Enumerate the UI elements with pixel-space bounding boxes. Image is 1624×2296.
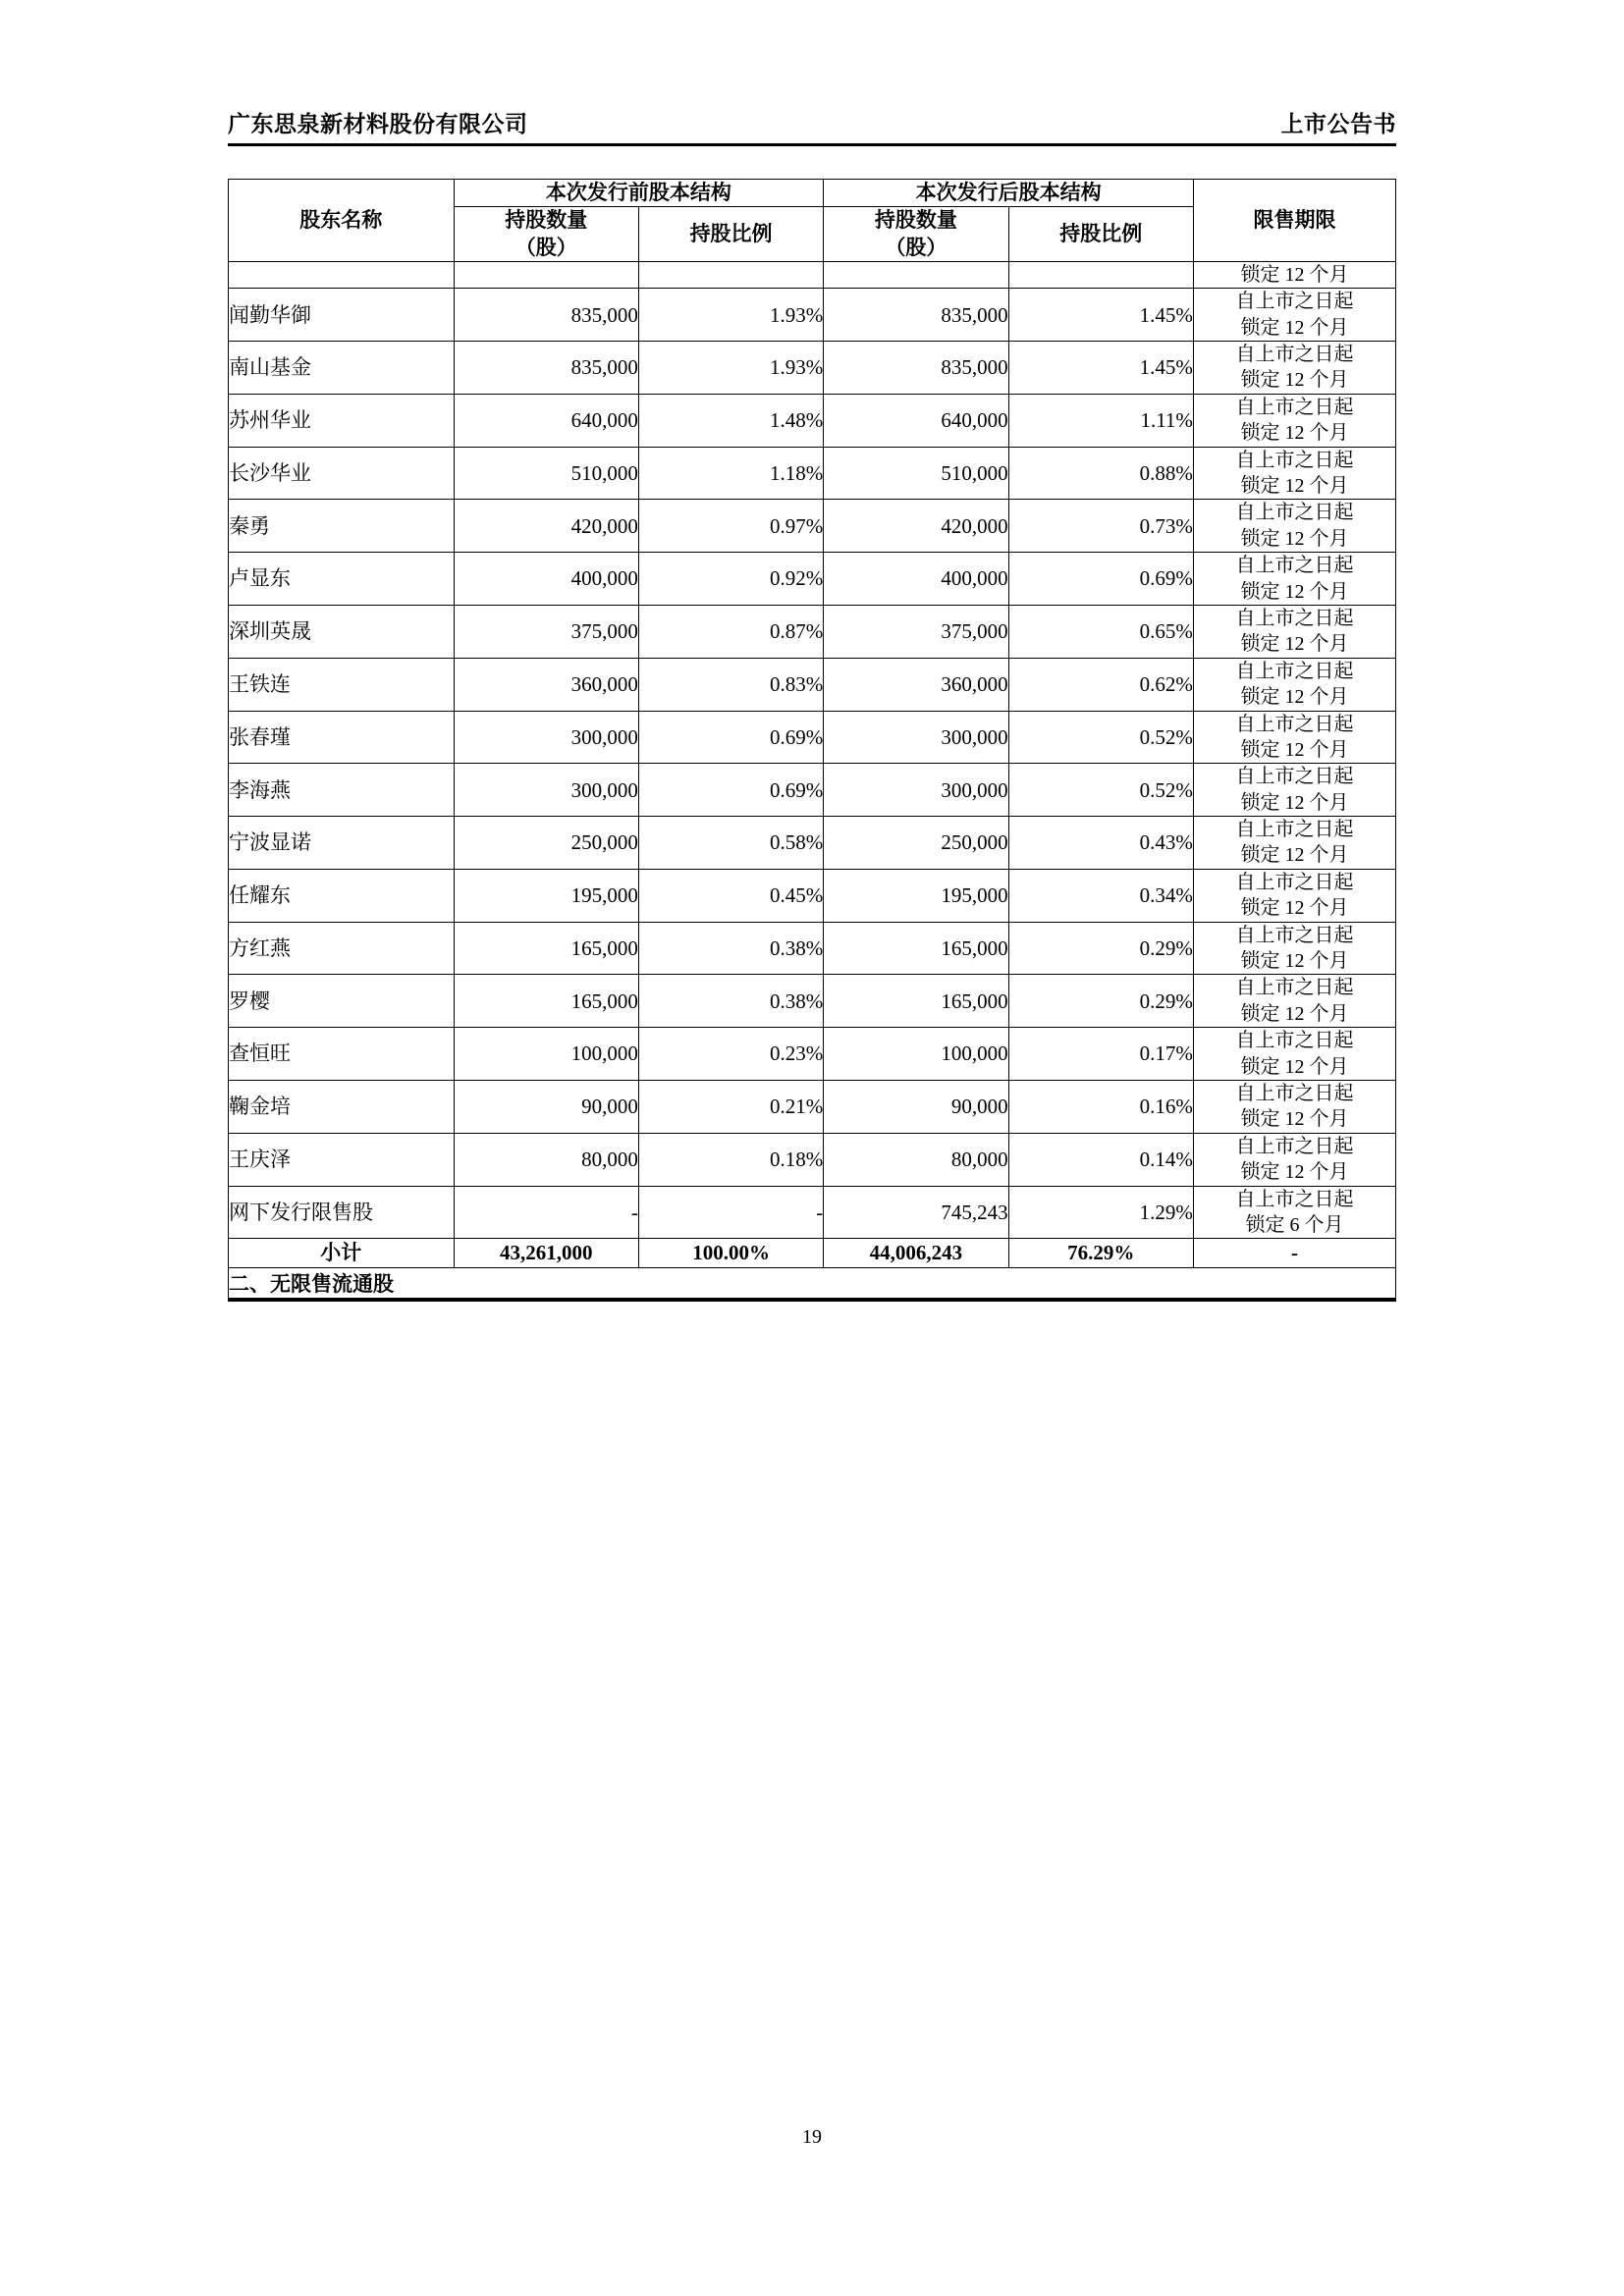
table-row — [229, 261, 1396, 288]
lock-period-line2: 锁定 12 个月 — [1240, 686, 1349, 709]
lock-period-line1: 自上市之日起 — [1235, 449, 1354, 471]
header-shareholder: 股东名称 — [229, 180, 455, 262]
cell-shareholder-name — [229, 261, 455, 288]
cell-shares-before: 835,000 — [454, 289, 638, 342]
cell-ratio-before: 0.18% — [638, 1133, 823, 1186]
lock-period-line1: 自上市之日起 — [1235, 1030, 1354, 1052]
cell-ratio-after: 0.14% — [1008, 1133, 1193, 1186]
cell-shares-before: 420,000 — [454, 500, 638, 553]
cell-shares-before: 400,000 — [454, 553, 638, 606]
cell-shares-before: 165,000 — [454, 975, 638, 1028]
lock-period-line1: 自上市之日起 — [1235, 766, 1354, 788]
cell-shares-after: 195,000 — [824, 869, 1008, 922]
lock-period-line1: 自上市之日起 — [1235, 344, 1354, 366]
cell-shares-before: 195,000 — [454, 869, 638, 922]
cell-shareholder-name: 秦勇 — [229, 500, 455, 553]
lock-period-line2: 锁定 12 个月 — [1240, 422, 1349, 445]
cell-ratio-after: 0.16% — [1008, 1081, 1193, 1134]
cell-shares-before: 300,000 — [454, 764, 638, 817]
cell-ratio-before: 0.92% — [638, 553, 823, 606]
cell-ratio-after: 0.34% — [1008, 869, 1193, 922]
cell-ratio-before: 1.93% — [638, 342, 823, 395]
cell-ratio-after: 0.29% — [1008, 922, 1193, 975]
table-row — [229, 447, 1396, 500]
cell-lock-period — [1193, 922, 1395, 975]
table-row — [229, 553, 1396, 606]
lock-period-line2: 锁定 12 个月 — [1240, 475, 1349, 498]
table-row — [229, 1028, 1396, 1081]
table-header-row-1 — [229, 180, 1396, 207]
cell-lock-period — [1193, 342, 1395, 395]
cell-shares-before: 300,000 — [454, 711, 638, 764]
lock-period-line1: 自上市之日起 — [1235, 1083, 1354, 1104]
cell-ratio-before: 0.23% — [638, 1028, 823, 1081]
table-bottom-divider — [228, 1299, 1396, 1302]
cell-shares-after: 835,000 — [824, 289, 1008, 342]
cell-shares-after: 640,000 — [824, 394, 1008, 447]
cell-lock-period — [1193, 975, 1395, 1028]
cell-ratio-before: 0.38% — [638, 975, 823, 1028]
lock-period-line1: 自上市之日起 — [1235, 396, 1354, 418]
cell-lock-period — [1193, 1028, 1395, 1081]
cell-shareholder-name: 网下发行限售股 — [229, 1186, 455, 1239]
table-row — [229, 817, 1396, 870]
cell-ratio-before: 0.69% — [638, 711, 823, 764]
cell-lock-period — [1193, 553, 1395, 606]
cell-shares-after: 420,000 — [824, 500, 1008, 553]
lock-period-line2: 锁定 12 个月 — [1240, 950, 1349, 973]
cell-ratio-after: 0.52% — [1008, 711, 1193, 764]
cell-ratio-before: 0.58% — [638, 817, 823, 870]
cell-subtotal-shares-before: 43,261,000 — [454, 1239, 638, 1267]
cell-subtotal-shares-after: 44,006,243 — [824, 1239, 1008, 1267]
cell-shares-after: 300,000 — [824, 764, 1008, 817]
table-row — [229, 869, 1396, 922]
cell-shares-after: 745,243 — [824, 1186, 1008, 1239]
lock-period-line2: 锁定 12 个月 — [1240, 527, 1349, 550]
table-row-subtotal — [229, 1239, 1396, 1267]
table-row — [229, 500, 1396, 553]
lock-period-line1: 自上市之日起 — [1235, 924, 1354, 946]
cell-ratio-after — [1008, 261, 1193, 288]
cell-shareholder-name: 宁波显诺 — [229, 817, 455, 870]
cell-shares-before: 80,000 — [454, 1133, 638, 1186]
lock-period-line1: 自上市之日起 — [1235, 1188, 1354, 1210]
cell-ratio-after: 0.29% — [1008, 975, 1193, 1028]
cell-ratio-before — [638, 261, 823, 288]
cell-ratio-before: 0.45% — [638, 869, 823, 922]
cell-lock-period — [1193, 289, 1395, 342]
cell-shares-before — [454, 261, 638, 288]
header-shares-after-line1: 持股数量 — [874, 208, 957, 233]
cell-ratio-before: 1.18% — [638, 447, 823, 500]
cell-shares-before: 640,000 — [454, 394, 638, 447]
cell-ratio-before: 0.97% — [638, 500, 823, 553]
header-group-after: 本次发行后股本结构 — [824, 180, 1194, 207]
cell-ratio-before: 0.87% — [638, 605, 823, 658]
cell-shareholder-name: 李海燕 — [229, 764, 455, 817]
lock-period-line1: 自上市之日起 — [1235, 977, 1354, 999]
cell-shareholder-name: 方红燕 — [229, 922, 455, 975]
table-row-section-heading — [229, 1267, 1396, 1298]
cell-shareholder-name: 任耀东 — [229, 869, 455, 922]
lock-period-line1: 自上市之日起 — [1235, 660, 1354, 682]
header-ratio-after: 持股比例 — [1008, 207, 1193, 262]
cell-lock-period — [1193, 394, 1395, 447]
section-heading-text: 二、无限售流通股 — [229, 1267, 1396, 1298]
table-row — [229, 605, 1396, 658]
page-number: 19 — [802, 2126, 822, 2148]
cell-shares-after: 400,000 — [824, 553, 1008, 606]
header-document-type: 上市公告书 — [1280, 112, 1396, 136]
table-header — [229, 180, 1396, 262]
cell-ratio-before: 0.69% — [638, 764, 823, 817]
lock-period-line2: 锁定 12 个月 — [1240, 897, 1349, 920]
cell-subtotal-lock: - — [1193, 1239, 1395, 1267]
table-row — [229, 1133, 1396, 1186]
cell-shares-after: 165,000 — [824, 975, 1008, 1028]
cell-lock-period — [1193, 1186, 1395, 1239]
cell-shares-after: 100,000 — [824, 1028, 1008, 1081]
cell-lock-period — [1193, 658, 1395, 711]
cell-shareholder-name: 查恒旺 — [229, 1028, 455, 1081]
header-lock-period: 限售期限 — [1193, 180, 1395, 262]
cell-lock-period — [1193, 1081, 1395, 1134]
lock-period-line2: 锁定 6 个月 — [1245, 1213, 1344, 1236]
cell-ratio-before: 0.83% — [638, 658, 823, 711]
page-footer — [0, 2126, 1624, 2149]
lock-period-line1: 自上市之日起 — [1235, 502, 1354, 524]
lock-period-line2: 锁定 12 个月 — [1240, 791, 1349, 814]
cell-ratio-after: 0.69% — [1008, 553, 1193, 606]
page-header — [228, 106, 1396, 138]
cell-shares-before: 165,000 — [454, 922, 638, 975]
cell-shares-after: 360,000 — [824, 658, 1008, 711]
lock-period-line2: 锁定 12 个月 — [1240, 369, 1349, 392]
cell-shareholder-name: 鞠金培 — [229, 1081, 455, 1134]
cell-shareholder-name: 王庆泽 — [229, 1133, 455, 1186]
lock-period-line2: 锁定 12 个月 — [1240, 1055, 1349, 1078]
cell-subtotal-label: 小计 — [229, 1239, 455, 1267]
lock-period-line1: 自上市之日起 — [1235, 713, 1354, 735]
cell-shareholder-name: 长沙华业 — [229, 447, 455, 500]
lock-period-line2: 锁定 12 个月 — [1240, 316, 1349, 339]
table-row — [229, 1186, 1396, 1239]
cell-ratio-after: 0.43% — [1008, 817, 1193, 870]
lock-period-line2: 锁定 12 个月 — [1240, 580, 1349, 603]
cell-shareholder-name: 深圳英晟 — [229, 605, 455, 658]
table-row — [229, 975, 1396, 1028]
cell-ratio-after: 0.17% — [1008, 1028, 1193, 1081]
header-company-name: 广东思泉新材料股份有限公司 — [228, 112, 528, 136]
lock-period-line2: 锁定 12 个月 — [1240, 633, 1349, 656]
table-row — [229, 922, 1396, 975]
header-shares-after — [824, 207, 1008, 262]
cell-lock-period — [1193, 500, 1395, 553]
lock-period-line2: 锁定 12 个月 — [1240, 263, 1349, 286]
cell-ratio-after: 0.73% — [1008, 500, 1193, 553]
lock-period-line2: 锁定 12 个月 — [1240, 1002, 1349, 1025]
cell-lock-period — [1193, 447, 1395, 500]
cell-shareholder-name: 罗樱 — [229, 975, 455, 1028]
cell-shares-before: - — [454, 1186, 638, 1239]
table-row — [229, 394, 1396, 447]
cell-shares-after — [824, 261, 1008, 288]
lock-period-line1: 自上市之日起 — [1235, 291, 1354, 313]
table-row — [229, 342, 1396, 395]
header-shares-after-line2: （股） — [885, 235, 947, 259]
lock-period-line2: 锁定 12 个月 — [1240, 738, 1349, 761]
cell-ratio-after: 1.11% — [1008, 394, 1193, 447]
cell-shares-before: 100,000 — [454, 1028, 638, 1081]
table-row — [229, 1081, 1396, 1134]
table-row — [229, 764, 1396, 817]
cell-ratio-before: 1.48% — [638, 394, 823, 447]
lock-period-line1: 自上市之日起 — [1235, 1135, 1354, 1157]
cell-shareholder-name: 苏州华业 — [229, 394, 455, 447]
cell-shares-before: 250,000 — [454, 817, 638, 870]
cell-shareholder-name: 王铁连 — [229, 658, 455, 711]
cell-shares-after: 250,000 — [824, 817, 1008, 870]
cell-lock-period — [1193, 817, 1395, 870]
cell-shares-after: 375,000 — [824, 605, 1008, 658]
shareholder-table — [228, 179, 1396, 1299]
cell-ratio-before: 1.93% — [638, 289, 823, 342]
cell-ratio-before: 0.21% — [638, 1081, 823, 1134]
cell-shares-before: 375,000 — [454, 605, 638, 658]
header-shares-before-line1: 持股数量 — [505, 208, 588, 233]
cell-ratio-before: - — [638, 1186, 823, 1239]
lock-period-line1: 自上市之日起 — [1235, 555, 1354, 577]
cell-ratio-after: 0.88% — [1008, 447, 1193, 500]
table-row — [229, 658, 1396, 711]
cell-shares-after: 835,000 — [824, 342, 1008, 395]
lock-period-line2: 锁定 12 个月 — [1240, 1108, 1349, 1131]
cell-shares-before: 360,000 — [454, 658, 638, 711]
cell-subtotal-ratio-after: 76.29% — [1008, 1239, 1193, 1267]
lock-period-line1: 自上市之日起 — [1235, 607, 1354, 629]
cell-ratio-after: 0.62% — [1008, 658, 1193, 711]
header-shares-before — [454, 207, 638, 262]
cell-shares-after: 80,000 — [824, 1133, 1008, 1186]
header-group-before: 本次发行前股本结构 — [454, 180, 824, 207]
cell-ratio-after: 1.45% — [1008, 342, 1193, 395]
cell-lock-period — [1193, 869, 1395, 922]
lock-period-line1: 自上市之日起 — [1235, 819, 1354, 841]
cell-lock-period — [1193, 764, 1395, 817]
table-row — [229, 289, 1396, 342]
header-ratio-before: 持股比例 — [638, 207, 823, 262]
cell-shares-before: 510,000 — [454, 447, 638, 500]
table-row — [229, 711, 1396, 764]
cell-shares-after: 165,000 — [824, 922, 1008, 975]
cell-lock-period — [1193, 605, 1395, 658]
cell-ratio-after: 0.52% — [1008, 764, 1193, 817]
cell-shareholder-name: 南山基金 — [229, 342, 455, 395]
table-body — [229, 261, 1396, 1298]
shareholder-table-container — [228, 179, 1396, 1302]
cell-shares-after: 90,000 — [824, 1081, 1008, 1134]
lock-period-line1: 自上市之日起 — [1235, 871, 1354, 893]
cell-shareholder-name: 闻勤华御 — [229, 289, 455, 342]
lock-period-line2: 锁定 12 个月 — [1240, 844, 1349, 867]
cell-ratio-after: 1.45% — [1008, 289, 1193, 342]
cell-shareholder-name: 张春瑾 — [229, 711, 455, 764]
cell-ratio-after: 1.29% — [1008, 1186, 1193, 1239]
cell-shares-after: 510,000 — [824, 447, 1008, 500]
cell-ratio-before: 0.38% — [638, 922, 823, 975]
cell-lock-period — [1193, 261, 1395, 288]
cell-subtotal-ratio-before: 100.00% — [638, 1239, 823, 1267]
cell-ratio-after: 0.65% — [1008, 605, 1193, 658]
lock-period-line2: 锁定 12 个月 — [1240, 1161, 1349, 1184]
cell-shares-after: 300,000 — [824, 711, 1008, 764]
cell-shares-before: 835,000 — [454, 342, 638, 395]
cell-lock-period — [1193, 1133, 1395, 1186]
cell-lock-period — [1193, 711, 1395, 764]
cell-shareholder-name: 卢显东 — [229, 553, 455, 606]
header-divider — [228, 143, 1396, 146]
cell-shares-before: 90,000 — [454, 1081, 638, 1134]
header-shares-before-line2: （股） — [514, 235, 577, 259]
